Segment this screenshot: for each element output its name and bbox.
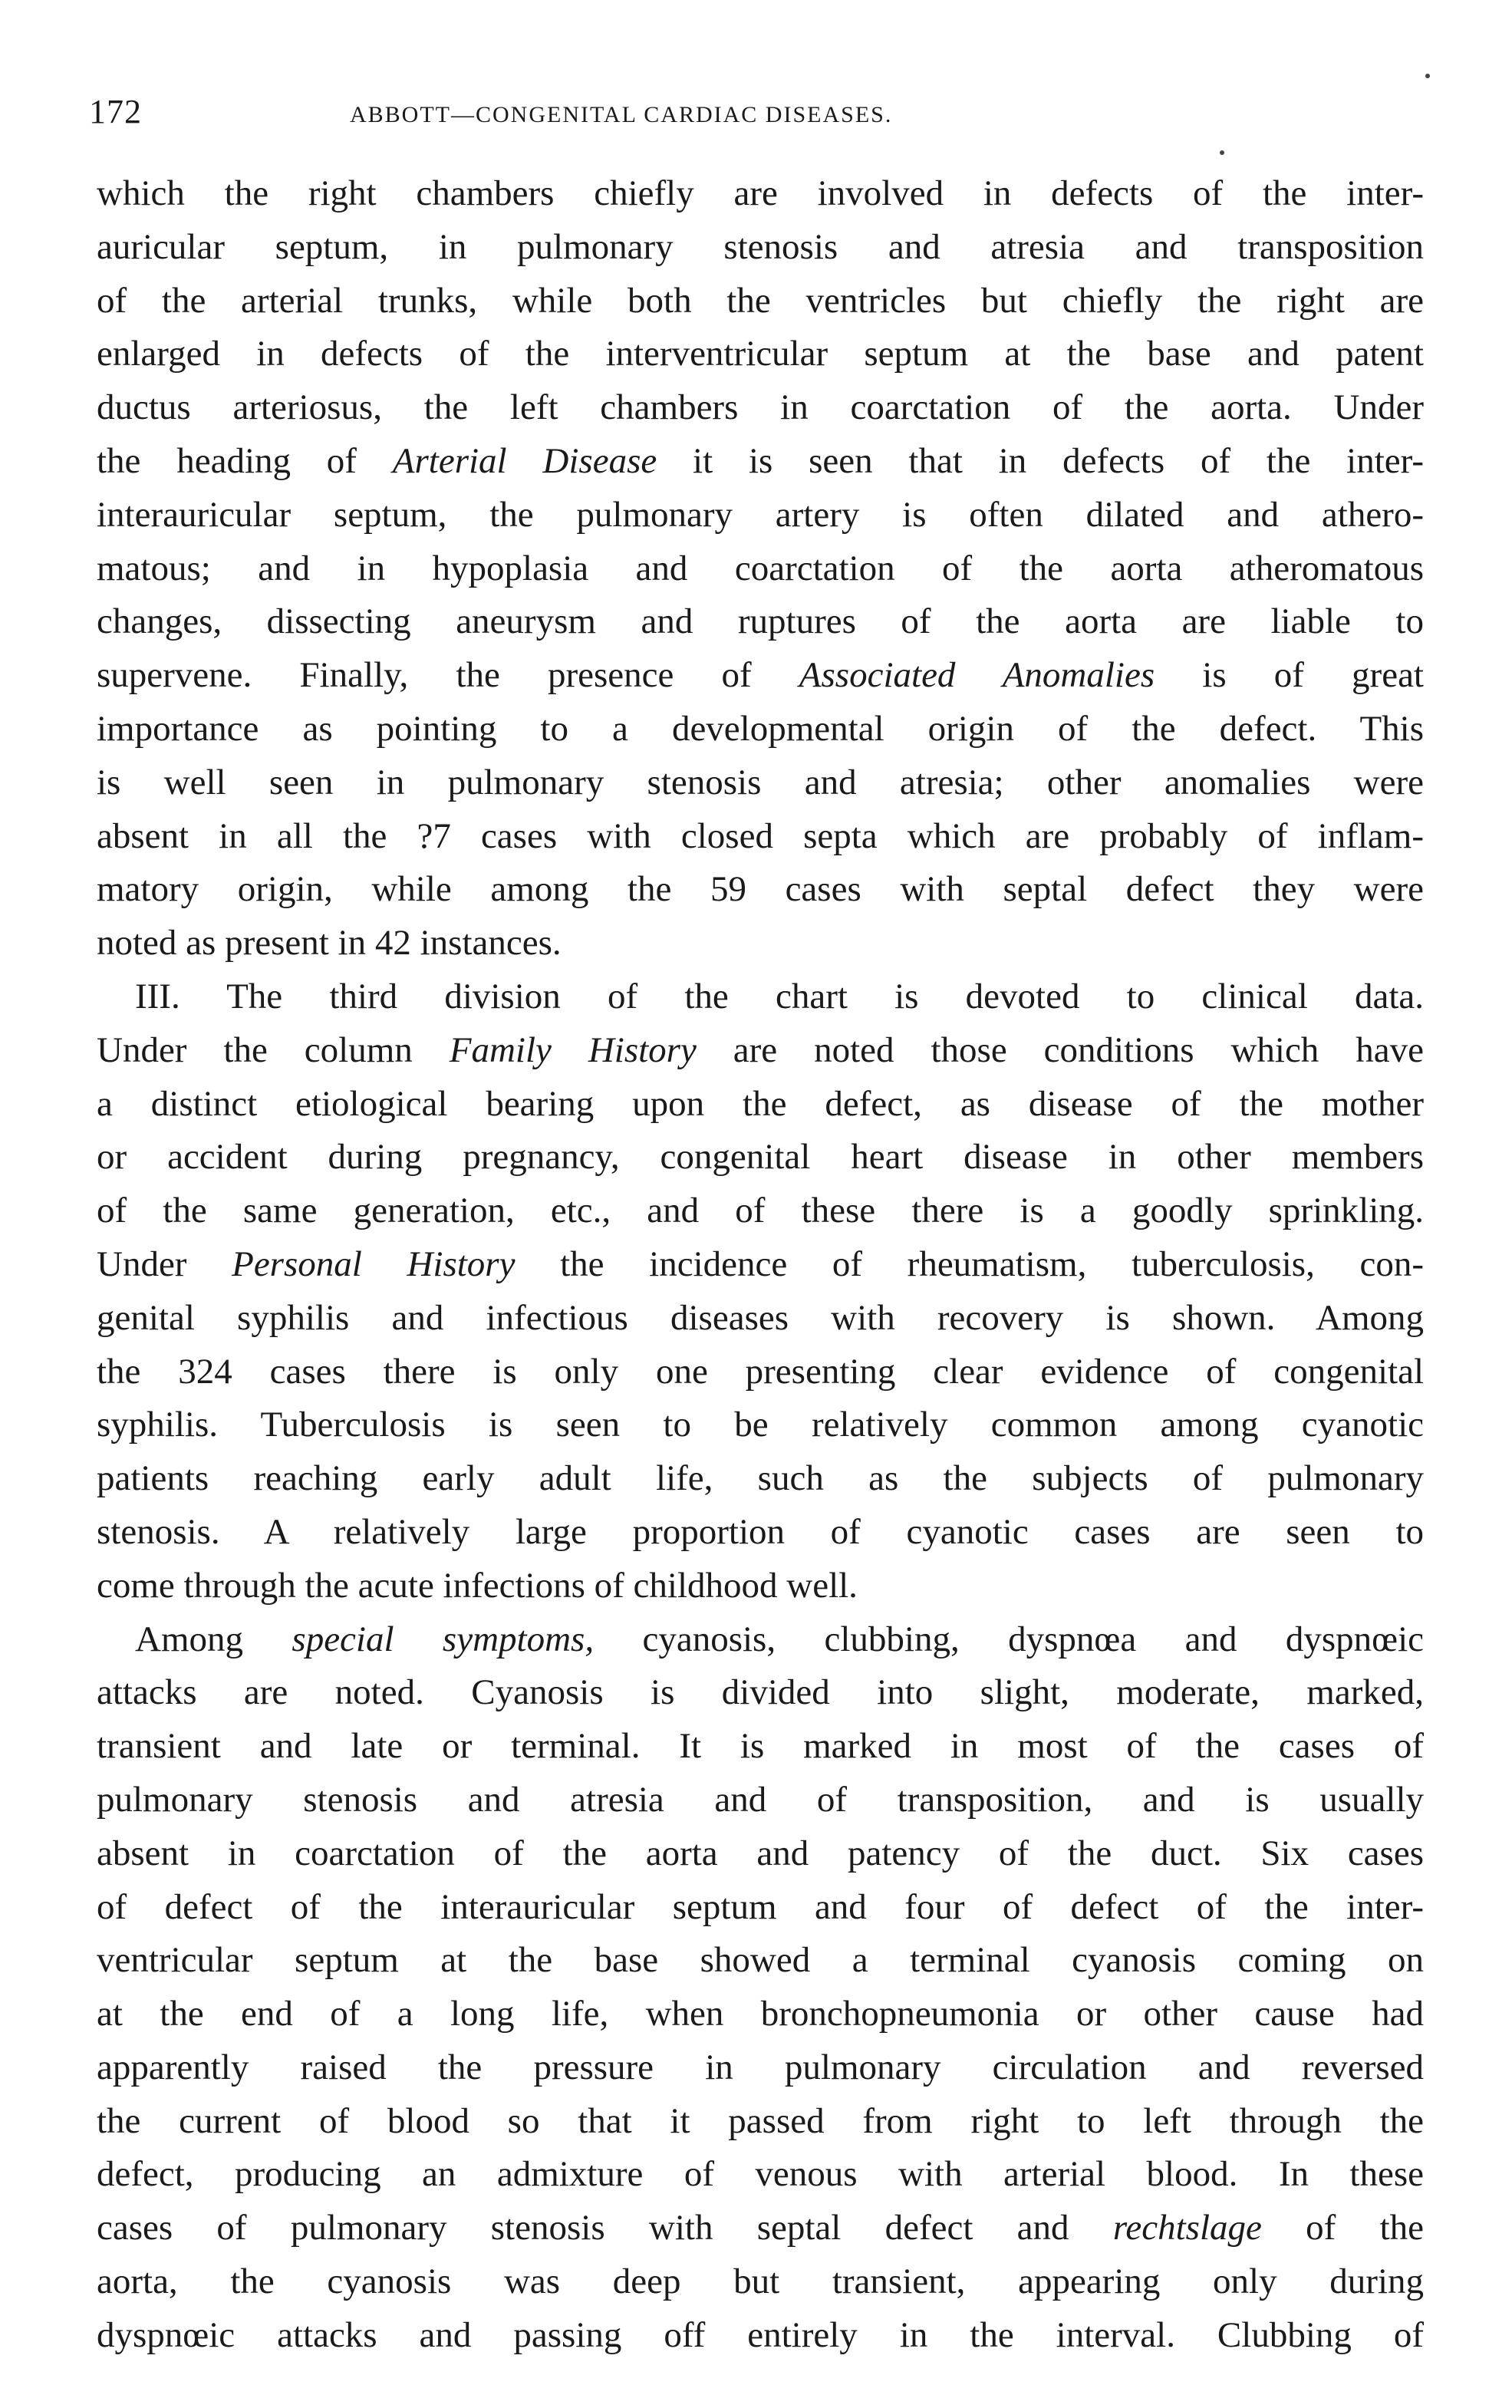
text-line: a distinct etiological bearing upon the defect, as disease of the mother	[97, 1083, 1424, 1124]
text-line: of the arterial trunks, while both the ventricles but chiefly the right are	[97, 280, 1424, 321]
text-run: the incidence of rheumatism, tuberculosis, con-	[515, 1244, 1424, 1284]
text-line	[97, 2202, 1424, 2255]
running-head: ABBOTT—CONGENITAL CARDIAC DISEASES.	[350, 102, 893, 127]
text-line	[97, 435, 1424, 489]
text-line: genital syphilis and infectious diseases with recovery is shown. Among	[97, 1297, 1424, 1338]
text-line: patients reaching early adult life, such as the subjects of pulmonary	[97, 1458, 1424, 1499]
text-line: absent in all the ?7 cases with closed septa which are probably of inflam-	[97, 815, 1424, 856]
text-line: dyspnœic attacks and passing off entirely in the interval. Clubbing of	[97, 2314, 1424, 2355]
text-run: is of great	[1155, 655, 1424, 696]
text-run: supervene. Finally, the presence of	[97, 655, 799, 696]
italic-term: rechtslage	[1112, 2208, 1262, 2248]
text-line: enlarged in defects of the interventricular septum at the base and patent	[97, 334, 1424, 374]
text-line: ventricular septum at the base showed a terminal cyanosis coming on	[97, 1940, 1424, 1981]
text-line: or accident during pregnancy, congenital heart disease in other members	[97, 1137, 1424, 1178]
text-run: the heading of	[97, 440, 393, 481]
italic-term: Arterial Disease	[392, 440, 657, 481]
italic-term: Family History	[449, 1029, 697, 1070]
text-line: aorta, the cyanosis was deep but transient, appearing only during	[97, 2261, 1424, 2302]
text-line: which the right chambers chiefly are involved in defects of the inter-	[97, 173, 1424, 213]
text-line: matory origin, while among the 59 cases with septal defect they were	[97, 869, 1424, 910]
text-line: apparently raised the pressure in pulmonary circulation and reversed	[97, 2047, 1424, 2087]
text-line: pulmonary stenosis and atresia and of transposition, and is usually	[97, 1779, 1424, 1820]
text-line: come through the acute infections of childhood well.	[97, 1565, 858, 1606]
italic-term: Personal History	[232, 1244, 516, 1284]
text-line: defect, producing an admixture of venous with arterial blood. In these	[97, 2154, 1424, 2195]
text-line	[97, 1613, 1424, 1667]
text-line: syphilis. Tuberculosis is seen to be relatively common among cyanotic	[97, 1405, 1424, 1445]
text-run: are noted those conditions which have	[696, 1029, 1424, 1070]
text-line: attacks are noted. Cyanosis is divided into slight, moderate, marked,	[97, 1672, 1424, 1713]
text-line: at the end of a long life, when bronchopneumonia or other cause had	[97, 1994, 1424, 2034]
text-line: changes, dissecting aneurysm and ruptures of the aorta are liable to	[97, 601, 1424, 642]
text-line: noted as present in 42 instances.	[97, 923, 562, 964]
text-line: auricular septum, in pulmonary stenosis and atresia and transposition	[97, 226, 1424, 267]
text-line: is well seen in pulmonary stenosis and atresia; other anomalies were	[97, 762, 1424, 802]
text-line: transient and late or terminal. It is marked in most of the cases of	[97, 1726, 1424, 1767]
text-line: interauricular septum, the pulmonary artery is often dilated and athero-	[97, 494, 1424, 535]
text-line	[97, 1024, 1424, 1078]
text-run: cyanosis, clubbing, dyspnœa and dyspnœic	[594, 1619, 1425, 1659]
body-text	[97, 167, 1424, 2363]
text-line: the 324 cases there is only one presenting clear evidence of congenital	[97, 1351, 1424, 1392]
text-line: absent in coarctation of the aorta and patency of the duct. Six cases	[97, 1833, 1424, 1873]
text-line: matous; and in hypoplasia and coarctation of the aorta atheromatous	[97, 548, 1424, 588]
text-line: importance as pointing to a developmental origin of the defect. This	[97, 708, 1424, 749]
text-run: it is seen that in defects of the inter-	[657, 440, 1424, 481]
print-speck	[1220, 150, 1224, 155]
text-line: III. The third division of the chart is devoted to clinical data.	[135, 976, 1424, 1016]
text-run: Under	[97, 1244, 232, 1284]
print-speck	[1425, 74, 1430, 78]
italic-term: Associated Anomalies	[799, 655, 1155, 696]
text-line: of the same generation, etc., and of these there is a goodly sprinkling.	[97, 1191, 1424, 1231]
text-run: Under the column	[97, 1029, 450, 1070]
text-run: cases of pulmonary stenosis with septal defect and	[97, 2208, 1113, 2248]
text-line	[97, 649, 1424, 703]
text-run: Among	[135, 1619, 292, 1659]
page-header	[89, 89, 1424, 135]
text-line: the current of blood so that it passed from right to left through the	[97, 2100, 1424, 2141]
text-line: ductus arteriosus, the left chambers in coarctation of the aorta. Under	[97, 387, 1424, 428]
text-line	[97, 1238, 1424, 1292]
page-number: 172	[89, 93, 142, 130]
text-line: of defect of the interauricular septum and four of defect of the inter-	[97, 1886, 1424, 1927]
text-run: of the	[1261, 2208, 1424, 2248]
text-line: stenosis. A relatively large proportion of cyanotic cases are seen to	[97, 1511, 1424, 1552]
italic-term: special symptoms,	[292, 1619, 595, 1659]
